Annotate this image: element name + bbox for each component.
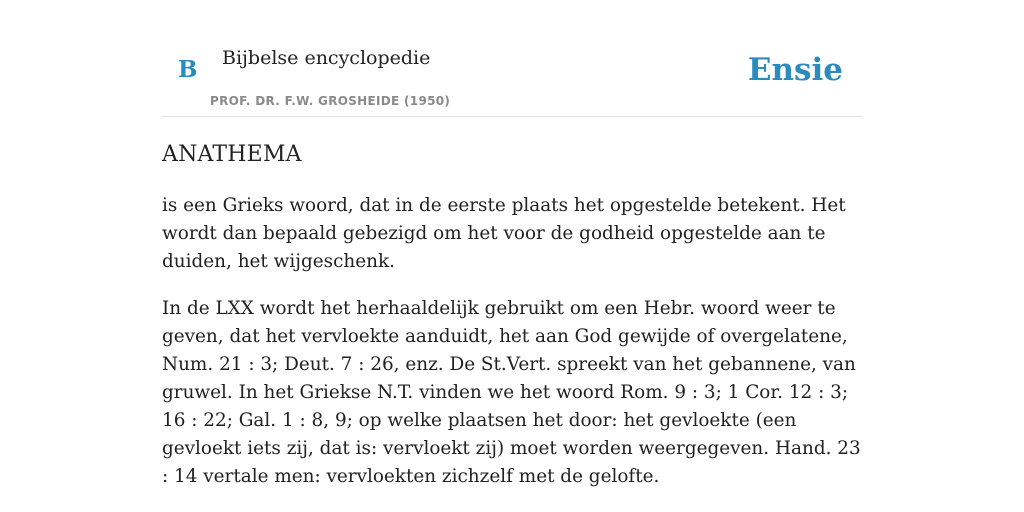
book-author: PROF. DR. F.W. GROSHEIDE (1950)	[210, 94, 451, 108]
ensie-logo-link[interactable]: Ensie	[747, 52, 843, 88]
article-paragraph-1: is een Grieks woord, dat in de eerste plaats het opgestelde betekent. Het wordt dan bepaald gebezigd om het voor de godheid opgestelde aan te duiden, het wijgeschenk.	[162, 195, 846, 272]
book-title-link[interactable]: Bijbelse encyclopedie	[222, 47, 431, 69]
article	[162, 138, 862, 491]
book-letter-badge[interactable]: B	[178, 56, 198, 83]
article-paragraph-2: In de LXX wordt het herhaaldelijk gebruikt om een Hebr. woord weer te geven, dat het vervloekte aanduidt, het aan God gewijde of overgelatene, Num. 21 : 3; Deut. 7 : 26, enz. De St.Vert. spreekt van het gebannene, van gruwel. In het Griekse N.T. vinden we het woord Rom. 9 : 3; 1 Cor. 12 : 3; 16 : 22; Gal. 1 : 8, 9; op welke plaatsen het door: het gevloekte (een gevloekt iets zij, dat is: vervloekt zij) moet worden weergegeven. Hand. 23 : 14 vertale men: vervloekten zichzelf met de gelofte.	[162, 298, 861, 487]
book-header	[162, 0, 862, 117]
entry-title: ANATHEMA	[162, 142, 302, 167]
